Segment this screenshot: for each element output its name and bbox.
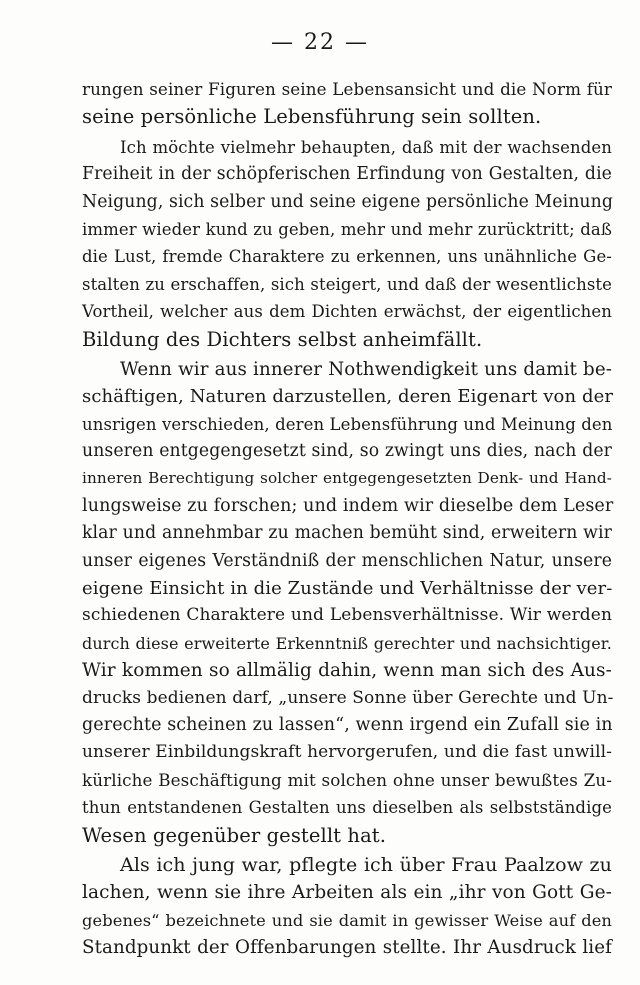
text-line: Wenn wir aus innerer Nothwendigkeit uns damit be- [120,358,612,380]
text-line: Vortheil, welcher aus dem Dichten erwächst, der eigentlichen [82,302,612,322]
text-line: lungsweise zu forschen; und indem wir dieselbe dem Leser [82,495,614,516]
text-line: kürliche Beschäftigung mit solchen ohne unser bewußtes Zu- [82,769,612,790]
text-line: schäftigen, Naturen darzustellen, deren Eigenart von der [82,386,614,408]
text-line: unsrigen verschieden, deren Lebensführung und Meinung den [82,414,613,434]
text-line: Wesen gegenüber gestellt hat. [82,823,387,847]
text-line: Als ich jung war, pflegte ich über Frau Paalzow zu [120,853,612,876]
text-line: immer wieder kund zu geben, mehr und mehr zurücktritt; daß [82,219,612,239]
text-line: unserer Einbildungskraft hervorgerufen, und die fast unwill- [82,742,612,763]
text-line: die Lust, fremde Charaktere zu erkennen, uns unähnliche Ge- [82,247,612,267]
text-line: thun entstandenen Gestalten uns dieselben als selbstständige [82,798,612,818]
text-line: lachen, wenn sie ihre Arbeiten als ein „ihr von Gott Ge- [82,882,612,904]
page-number: — 22 — [271,30,369,55]
text-line: Bildung des Dichters selbst anheimfällt. [82,327,483,351]
text-line: Ich möchte vielmehr behaupten, daß mit der wachsenden [120,137,612,157]
text-line: inneren Berechtigung solcher entgegengesetzten Denk- und Hand- [82,469,612,488]
text-line: Wir kommen so allmälig dahin, wenn man sich des Aus- [82,660,612,682]
text-line: gerechte scheinen zu lassen“, wenn irgend ein Zufall sie in [82,714,613,735]
text-line: rungen seiner Figuren seine Lebensansicht und die Norm für [82,79,612,99]
text-line: Neigung, sich selber und seine eigene persönliche Meinung [82,191,613,212]
text-line: unser eigenes Verständniß der menschlichen Natur, unsere [82,550,612,571]
text-line: seine persönliche Lebensführung sein sollten. [82,105,542,129]
text-line: schiedenen Charaktere und Lebensverhältnisse. Wir werden [82,605,612,626]
text-line: unseren entgegengesetzt sind, so zwingt uns dies, nach der [82,441,612,462]
body-text [82,76,612,962]
paragraph-1 [82,76,612,131]
text-line: gebenes“ bezeichnete und sie damit in gewisser Weise auf den [82,910,612,930]
paragraph-4 [82,852,612,962]
text-line: klar und annehmbar zu machen bemüht sind, erweitern wir [82,523,612,544]
text-line: stalten zu erschaffen, sich steigert, und daß der wesentlichste [82,274,612,294]
paragraph-2 [82,134,612,353]
text-line: Standpunkt der Offenbarungen stellte. Ihr Ausdruck lief [82,937,612,959]
text-line: Freiheit in der schöpferischen Erfindung von Gestalten, die [82,164,612,185]
paragraph-3 [82,356,612,849]
text-line: eigene Einsicht in die Zustände und Verhältnisse der ver- [82,578,613,600]
text-line: durch diese erweiterte Erkenntniß gerechter und nachsichtiger. [82,633,612,653]
text-line: drucks bedienen darf, „unsere Sonne über Gerechte und Un- [82,687,614,708]
